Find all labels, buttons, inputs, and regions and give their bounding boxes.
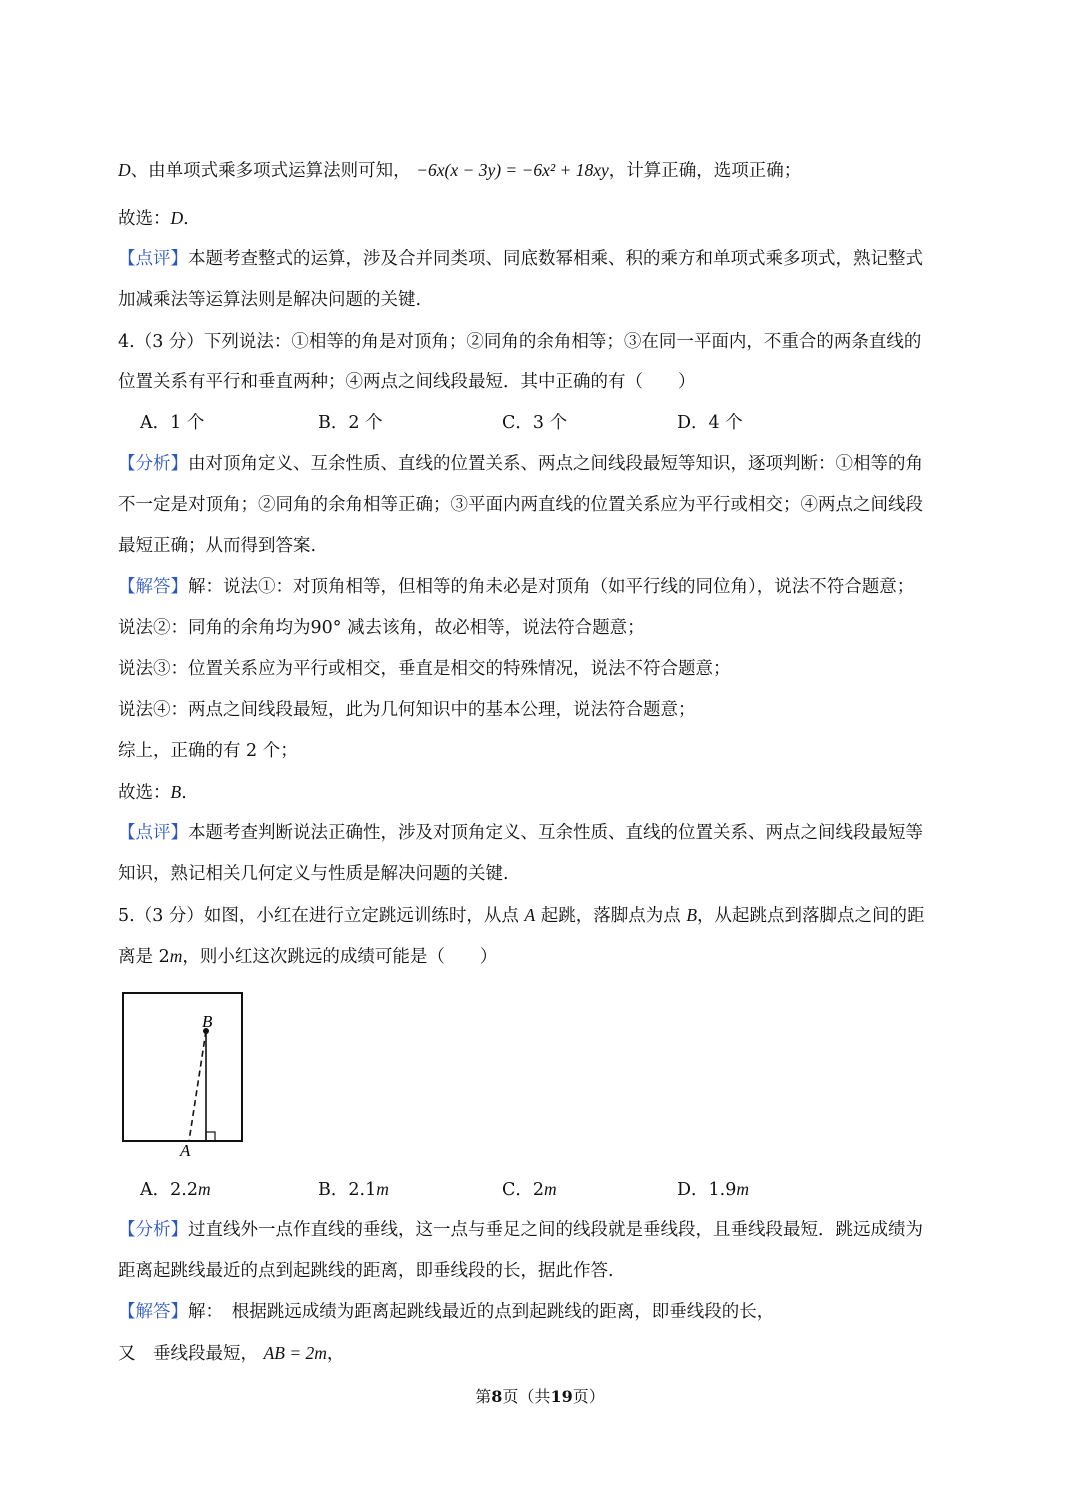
jump-pit-rect — [123, 993, 242, 1141]
q5-option-a: A．2.2m — [140, 1179, 211, 1200]
analysis-line-q4: 【分析】由对顶角定义、互余性质、直线的位置关系、两点之间线段最短等知识，逐项判断：①相等的角 — [118, 454, 923, 474]
page-total: 19 — [550, 1387, 573, 1406]
q4-option-b: B．2 个 — [318, 413, 383, 433]
q4-option-c: C．3 个 — [502, 413, 568, 433]
segment-ab — [189, 1031, 206, 1141]
analysis-tag: 【分析】 — [118, 454, 188, 474]
solution-line-q5: 【解答】解： 根据跳远成绩为距离起跳线最近的点到起跳线的距离，即垂线段的长， — [118, 1302, 775, 1322]
question-4-line-2: 位置关系有平行和垂直两种；④两点之间线段最短．其中正确的有（ ） — [118, 372, 696, 392]
answer-line-q3: 故选：D. — [118, 208, 189, 229]
analysis-line-q5: 【分析】过直线外一点作直线的垂线，这一点与垂足之间的线段就是垂线段，且垂线段最短．跳远成绩为 — [118, 1220, 923, 1240]
comment-line-q3: 【点评】本题考查整式的运算，涉及合并同类项、同底数幂相乘、积的乘方和单项式乘多项式，熟记整式 — [118, 249, 923, 269]
q5-option-b: B．2.1m — [318, 1179, 389, 1200]
long-jump-figure — [118, 990, 248, 1160]
q4-option-d: D．4 个 — [677, 413, 743, 433]
figure-svg — [118, 990, 248, 1160]
comment-line-q4: 【点评】本题考查判断说法正确性，涉及对顶角定义、互余性质、直线的位置关系、两点之间线段最短等 — [118, 823, 923, 843]
formula: −6x(x − 3y) = −6x² + 18xy — [416, 160, 609, 180]
label-a: A — [180, 1141, 191, 1160]
page-number: 8 — [491, 1387, 503, 1406]
right-angle-mark — [206, 1132, 215, 1141]
analysis-line-q5-2: 距离起跳线最近的点到起跳线的距离，即垂线段的长，据此作答. — [118, 1261, 614, 1281]
analysis-line-q4-3: 最短正确；从而得到答案. — [118, 536, 317, 556]
answer-line-q4: 故选：B. — [118, 782, 187, 803]
analysis-tag: 【分析】 — [118, 1220, 188, 1240]
comment-tag: 【点评】 — [118, 823, 188, 843]
question-5-line-1: 5.（3 分）如图，小红在进行立定跳远训练时，从点 A 起跳，落脚点为点 B，从起跳点到落脚点之间的距 — [118, 905, 925, 926]
solution-line-q5-2: 又 垂线段最短， AB = 2m， — [118, 1343, 345, 1364]
solution-line-q4-5: 综上，正确的有 2 个； — [118, 741, 298, 761]
question-5-line-2: 离是 2m，则小红这次跳远的成绩可能是（ ） — [118, 946, 498, 967]
analysis-line-q4-2: 不一定是对顶角；②同角的余角相等正确；③平面内两直线的位置关系应为平行或相交；④两点之间线段 — [118, 495, 923, 515]
q4-option-a: A．1 个 — [140, 413, 205, 433]
question-4-line-1: 4.（3 分）下列说法：①相等的角是对顶角；②同角的余角相等；③在同一平面内，不重合的两条直线的 — [118, 332, 922, 352]
solution-line-q4-4: 说法④：两点之间线段最短，此为几何知识中的基本公理，说法符合题意； — [118, 700, 696, 720]
option-d-analysis-line: D、由单项式乘多项式运算法则可知， −6x(x − 3y) = −6x² + 18xy，计算正确，选项正确； — [118, 160, 802, 181]
solution-line-q4-3: 说法③：位置关系应为平行或相交，垂直是相交的特殊情况，说法不符合题意； — [118, 659, 731, 679]
q5-option-d: D．1.9m — [677, 1179, 750, 1200]
comment-tag: 【点评】 — [118, 249, 188, 269]
q5-option-c: C．2m — [502, 1179, 557, 1200]
page-footer: 第8页（共19页） — [475, 1387, 605, 1406]
label-b: B — [202, 1012, 213, 1031]
solution-tag: 【解答】 — [118, 577, 188, 597]
comment-line-q3-cont: 加减乘法等运算法则是解决问题的关键. — [118, 290, 422, 310]
solution-line-q4: 【解答】解：说法①：对顶角相等，但相等的角未必是对顶角（如平行线的同位角），说法不符合题意； — [118, 577, 915, 597]
solution-tag: 【解答】 — [118, 1302, 188, 1322]
comment-line-q4-2: 知识，熟记相关几何定义与性质是解决问题的关键. — [118, 864, 509, 884]
solution-line-q4-2: 说法②：同角的余角均为90° 减去该角，故必相等，说法符合题意； — [118, 618, 645, 638]
formula: AB = 2m — [263, 1343, 327, 1363]
